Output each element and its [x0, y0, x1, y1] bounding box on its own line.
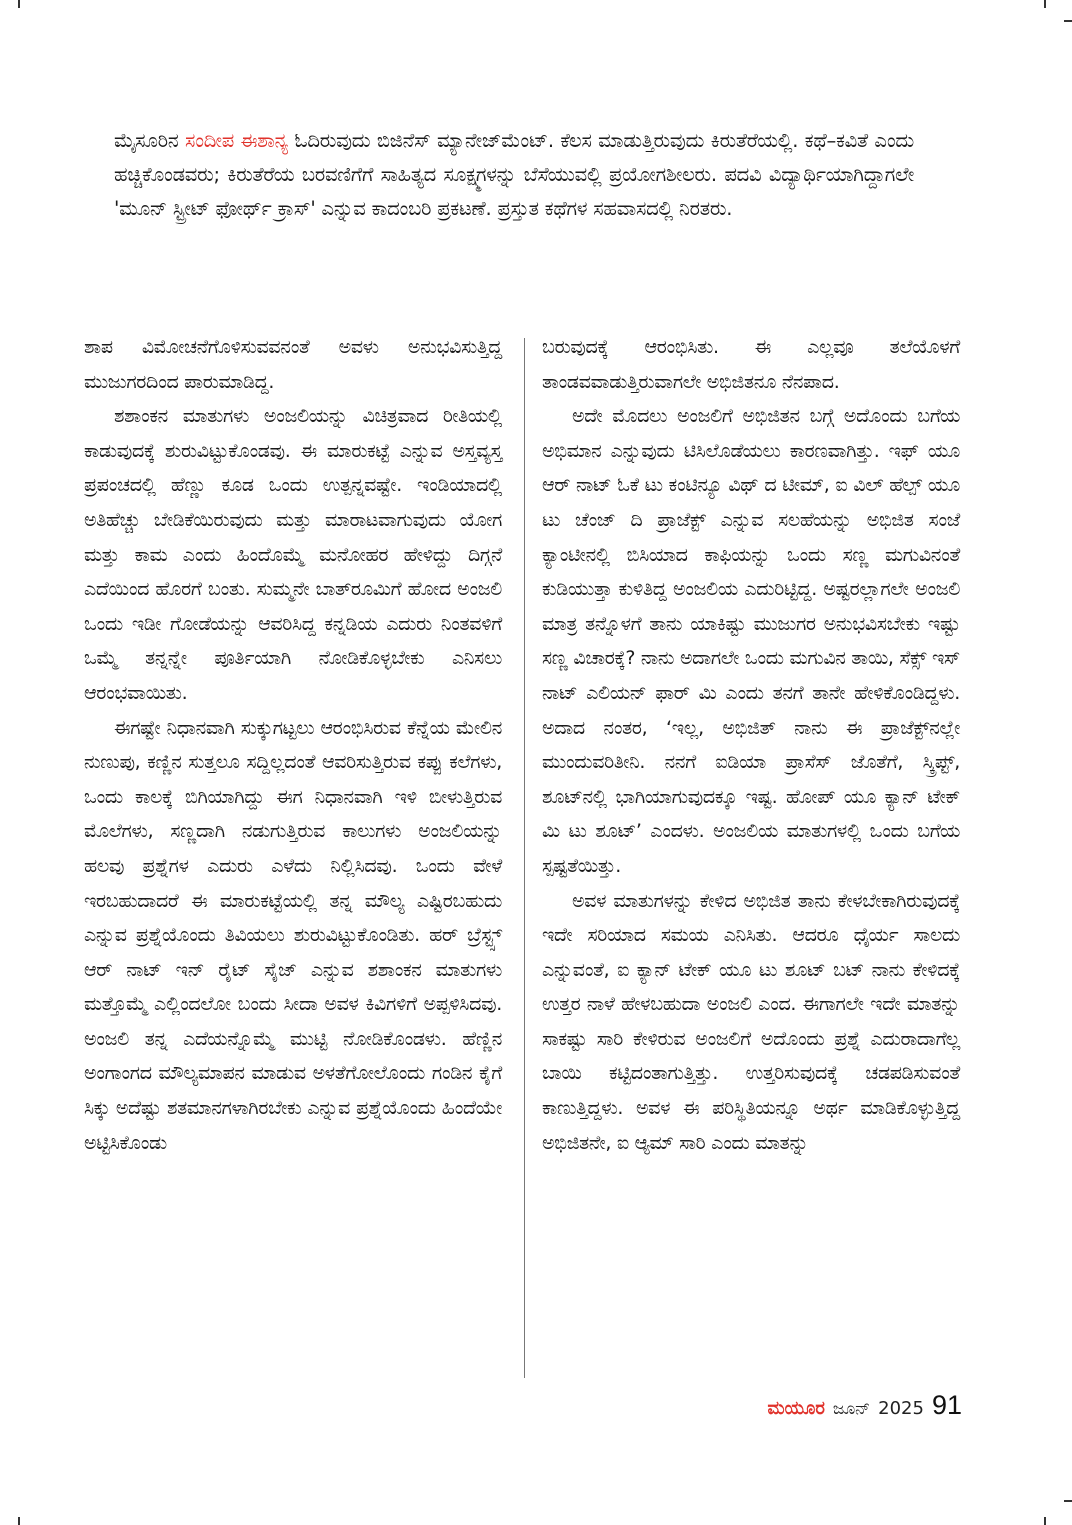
crop-mark-bottom-right	[1044, 1517, 1046, 1525]
crop-mark-right-upper	[1064, 20, 1072, 22]
author-name: ಸಂದೀಪ ಈಶಾನ್ಯ	[184, 129, 288, 152]
paragraph: ಈಗಷ್ಟೇ ನಿಧಾನವಾಗಿ ಸುಕ್ಕುಗಟ್ಟಲು ಆರಂಭಿಸಿರುವ ಕೆನ್ನೆಯ ಮೇಲಿನ ನುಣುಪು, ಕಣ್ಣಿನ ಸುತ್ತಲೂ ಸದ್ದಿಲ್ಲದಂತೆ ಆವರಿಸುತ್ತಿರುವ ಕಪ್ಪು ಕಲೆಗಳು, ಒಂದು ಕಾಲಕ್ಕೆ ಬಿಗಿಯಾಗಿದ್ದು ಈಗ ನಿಧಾನವಾಗಿ ಇಳಿ ಬೀಳುತ್ತಿರುವ ಮೊಲೆಗಳು, ಸಣ್ಣದಾಗಿ ನಡುಗುತ್ತಿರುವ ಕಾಲುಗಳು ಅಂಜಲಿಯನ್ನು ಹಲವು ಪ್ರಶ್ನೆಗಳ ಎದುರು ಎಳೆದು ನಿಲ್ಲಿಸಿದವು. ಒಂದು ವೇಳೆ ಇರಬಹುದಾದರೆ ಈ ಮಾರುಕಟ್ಟೆಯಲ್ಲಿ ತನ್ನ ಮೌಲ್ಯ ಎಷ್ಟಿರಬಹುದು ಎನ್ನುವ ಪ್ರಶ್ನೆಯೊಂದು ತಿವಿಯಲು ಶುರುವಿಟ್ಟುಕೊಂಡಿತು. ಹರ್ ಬ್ರೆಸ್ಟ್ಸ್ ಆರ್ ನಾಟ್ ಇನ್ ರೈಟ್ ಸೈಜ್ ಎನ್ನುವ ಶಶಾಂಕನ ಮಾತುಗಳು ಮತ್ತೊಮ್ಮೆ ಎಲ್ಲಿಂದಲೋ ಬಂದು ಸೀದಾ ಅವಳ ಕಿವಿಗಳಿಗೆ ಅಪ್ಪಳಿಸಿದವು. ಅಂಜಲಿ ತನ್ನ ಎದೆಯನ್ನೊಮ್ಮೆ ಮುಟ್ಟಿ ನೋಡಿಕೊಂಡಳು. ಹೆಣ್ಣಿನ ಅಂಗಾಂಗದ ಮೌಲ್ಯಮಾಪನ ಮಾಡುವ ಅಳತೆಗೋಲೊಂದು ಗಂಡಿನ ಕೈಗೆ ಸಿಕ್ಕು ಅದೆಷ್ಟು ಶತಮಾನಗಳಾಗಿರಬೇಕು ಎನ್ನುವ ಪ್ರಶ್ನೆಯೊಂದು ಹಿಂದೆಯೇ ಅಟ್ಟಿಸಿಕೊಂಡು	[84, 716, 502, 1154]
crop-mark-bottom-left	[18, 1517, 20, 1525]
issue-month: ಜೂನ್	[832, 1399, 871, 1419]
crop-mark-right-lower	[1064, 1500, 1072, 1502]
paragraph: ಶಾಪ ವಿಮೋಚನೆಗೊಳಿಸುವವನಂತೆ ಅವಳು ಅನುಭವಿಸುತ್ತಿದ್ದ ಮುಜುಗರದಿಂದ ಪಾರುಮಾಡಿದ್ದ.	[84, 336, 502, 393]
paragraph: ಅದೇ ಮೊದಲು ಅಂಜಲಿಗೆ ಅಭಿಜಿತನ ಬಗ್ಗೆ ಅದೊಂದು ಬಗೆಯ ಅಭಿಮಾನ ಎನ್ನುವುದು ಟಿಸಿಲೊಡೆಯಲು ಕಾರಣವಾಗಿತ್ತು. ಇಫ್ ಯೂ ಆರ್ ನಾಟ್ ಓಕೆ ಟು ಕಂಟಿನ್ಯೂ ವಿಥ್ ದ ಟೀಮ್, ಐ ವಿಲ್ ಹೆಲ್ಪ್ ಯೂ ಟು ಚೆಂಜ್ ದಿ ಪ್ರಾಜೆಕ್ಟ್ ಎನ್ನುವ ಸಲಹೆಯನ್ನು ಅಭಿಜಿತ ಸಂಜೆ ಕ್ಯಾಂಟೀನಲ್ಲಿ ಬಿಸಿಯಾದ ಕಾಫಿಯನ್ನು ಒಂದು ಸಣ್ಣ ಮಗುವಿನಂತೆ ಕುಡಿಯುತ್ತಾ ಕುಳಿತಿದ್ದ ಅಂಜಲಿಯ ಎದುರಿಟ್ಟಿದ್ದ. ಅಷ್ಟರಲ್ಲಾಗಲೇ ಅಂಜಲಿ ಮಾತ್ರ ತನ್ನೊಳಗೆ ತಾನು ಯಾಕಿಷ್ಟು ಮುಜುಗರ ಅನುಭವಿಸಬೇಕು ಇಷ್ಟು ಸಣ್ಣ ವಿಚಾರಕ್ಕೆ? ನಾನು ಅದಾಗಲೇ ಒಂದು ಮಗುವಿನ ತಾಯಿ, ಸೆಕ್ಸ್ ಇಸ್ ನಾಟ್ ಎಲಿಯನ್ ಫಾರ್ ಮಿ ಎಂದು ತನಗೆ ತಾನೇ ಹೇಳಿಕೊಂಡಿದ್ದಳು. ಅದಾದ ನಂತರ, ‘ಇಲ್ಲ, ಅಭಿಜಿತ್ ನಾನು ಈ ಪ್ರಾಜೆಕ್ಟ್‌ನಲ್ಲೇ ಮುಂದುವರಿತೀನಿ. ನನಗೆ ಐಡಿಯಾ ಪ್ರಾಸೆಸ್ ಜೊತೆಗೆ, ಸ್ಕ್ರಿಪ್ಟ್, ಶೂಟ್‌ನಲ್ಲಿ ಭಾಗಿಯಾಗುವುದಕ್ಕೂ ಇಷ್ಟ. ಹೋಪ್ ಯೂ ಕ್ಯಾನ್ ಟೇಕ್ ಮಿ ಟು ಶೂಟ್’ ಎಂದಳು. ಅಂಜಲಿಯ ಮಾತುಗಳಲ್ಲಿ ಒಂದು ಬಗೆಯ ಸ್ಪಷ್ಟತೆಯಿತ್ತು.	[542, 405, 960, 877]
page-number: 91	[931, 1390, 962, 1420]
crop-mark-top-left	[18, 0, 20, 8]
paragraph: ಬರುವುದಕ್ಕೆ ಆರಂಭಿಸಿತು. ಈ ಎಲ್ಲವೂ ತಲೆಯೊಳಗೆ ತಾಂಡವವಾಡುತ್ತಿರುವಾಗಲೇ ಅಭಿಜಿತನೂ ನೆನಪಾದ.	[542, 336, 960, 393]
crop-mark-top-right	[1044, 0, 1046, 8]
bio-text: ಓದಿರುವುದು ಬಿಜಿನೆಸ್ ಮ್ಯಾನೇಜ್‌ಮೆಂಟ್. ಕೆಲಸ ಮಾಡುತ್ತಿರುವುದು ಕಿರುತೆರೆಯಲ್ಲಿ. ಕಥೆ–ಕವಿತೆ ಎಂದು ಹಚ್ಚಿಕೊಂಡವರು; ಕಿರುತೆರೆಯ ಬರವಣಿಗೆಗೆ ಸಾಹಿತ್ಯದ ಸೂಕ್ಷ್ಮಗಳನ್ನು ಬೆಸೆಯುವಲ್ಲಿ ಪ್ರಯೋಗಶೀಲರು. ಪದವಿ ವಿದ್ಯಾರ್ಥಿಯಾಗಿದ್ದಾಗಲೇ 'ಮೂನ್ ಸ್ಟ್ರೀಟ್ ಫೋರ್ಥ್ ಕ್ರಾಸ್' ಎನ್ನುವ ಕಾದಂಬರಿ ಪ್ರಕಟಣೆ. ಪ್ರಸ್ತುತ ಕಥೆಗಳ ಸಹವಾಸದಲ್ಲಿ ನಿರತರು.	[114, 129, 914, 220]
paragraph: ಶಶಾಂಕನ ಮಾತುಗಳು ಅಂಜಲಿಯನ್ನು ವಿಚಿತ್ರವಾದ ರೀತಿಯಲ್ಲಿ ಕಾಡುವುದಕ್ಕೆ ಶುರುವಿಟ್ಟುಕೊಂಡವು. ಈ ಮಾರುಕಟ್ಟೆ ಎನ್ನುವ ಅಸ್ತವ್ಯಸ್ತ ಪ್ರಪಂಚದಲ್ಲಿ ಹೆಣ್ಣು ಕೂಡ ಒಂದು ಉತ್ಪನ್ನವಷ್ಟೇ. ಇಂಡಿಯಾದಲ್ಲಿ ಅತಿಹೆಚ್ಚು ಬೇಡಿಕೆಯಿರುವುದು ಮತ್ತು ಮಾರಾಟವಾಗುವುದು ಯೋಗ ಮತ್ತು ಕಾಮ ಎಂದು ಹಿಂದೊಮ್ಮೆ ಮನೋಹರ ಹೇಳಿದ್ದು ದಿಗ್ಗನೆ ಎದೆಯಿಂದ ಹೊರಗೆ ಬಂತು. ಸುಮ್ಮನೇ ಬಾತ್‌ರೂಮಿಗೆ ಹೋದ ಅಂಜಲಿ ಒಂದು ಇಡೀ ಗೋಡೆಯನ್ನು ಆವರಿಸಿದ್ದ ಕನ್ನಡಿಯ ಎದುರು ನಿಂತವಳಿಗೆ ಒಮ್ಮೆ ತನ್ನನ್ನೇ ಪೂರ್ತಿಯಾಗಿ ನೋಡಿಕೊಳ್ಳಬೇಕು ಎನಿಸಲು ಆರಂಭವಾಯಿತು.	[84, 405, 502, 704]
magazine-logo: ಮಯೂರ	[767, 1398, 825, 1419]
author-bio	[114, 124, 914, 226]
issue-year: 2025	[878, 1398, 924, 1419]
story-column-left	[84, 330, 502, 1160]
bio-intro: ಮೈಸೂರಿನ	[114, 129, 185, 152]
story-column-right	[542, 330, 960, 1160]
paragraph: ಅವಳ ಮಾತುಗಳನ್ನು ಕೇಳಿದ ಅಭಿಜಿತ ತಾನು ಕೇಳಬೇಕಾಗಿರುವುದಕ್ಕೆ ಇದೇ ಸರಿಯಾದ ಸಮಯ ಎನಿಸಿತು. ಆದರೂ ಧೈರ್ಯ ಸಾಲದು ಎನ್ನುವಂತೆ, ಐ ಕ್ಯಾನ್ ಟೇಕ್ ಯೂ ಟು ಶೂಟ್ ಬಟ್ ನಾನು ಕೇಳಿದಕ್ಕೆ ಉತ್ತರ ನಾಳೆ ಹೇಳಬಹುದಾ ಅಂಜಲಿ ಎಂದ. ಈಗಾಗಲೇ ಇದೇ ಮಾತನ್ನು ಸಾಕಷ್ಟು ಸಾರಿ ಕೇಳಿರುವ ಅಂಜಲಿಗೆ ಅದೊಂದು ಪ್ರಶ್ನೆ ಎದುರಾದಾಗೆಲ್ಲ ಬಾಯಿ ಕಟ್ಟಿದಂತಾಗುತ್ತಿತ್ತು. ಉತ್ತರಿಸುವುದಕ್ಕೆ ಚಡಪಡಿಸುವಂತೆ ಕಾಣುತ್ತಿದ್ದಳು. ಅವಳ ಈ ಪರಿಸ್ಥಿತಿಯನ್ನೂ ಅರ್ಥ ಮಾಡಿಕೊಳ್ಳುತ್ತಿದ್ದ ಅಭಿಜಿತನೇ, ಐ ಆ್ಯಮ್ ಸಾರಿ ಎಂದು ಮಾತನ್ನು	[542, 889, 960, 1154]
column-divider	[524, 338, 525, 1378]
page-footer	[700, 1390, 962, 1421]
